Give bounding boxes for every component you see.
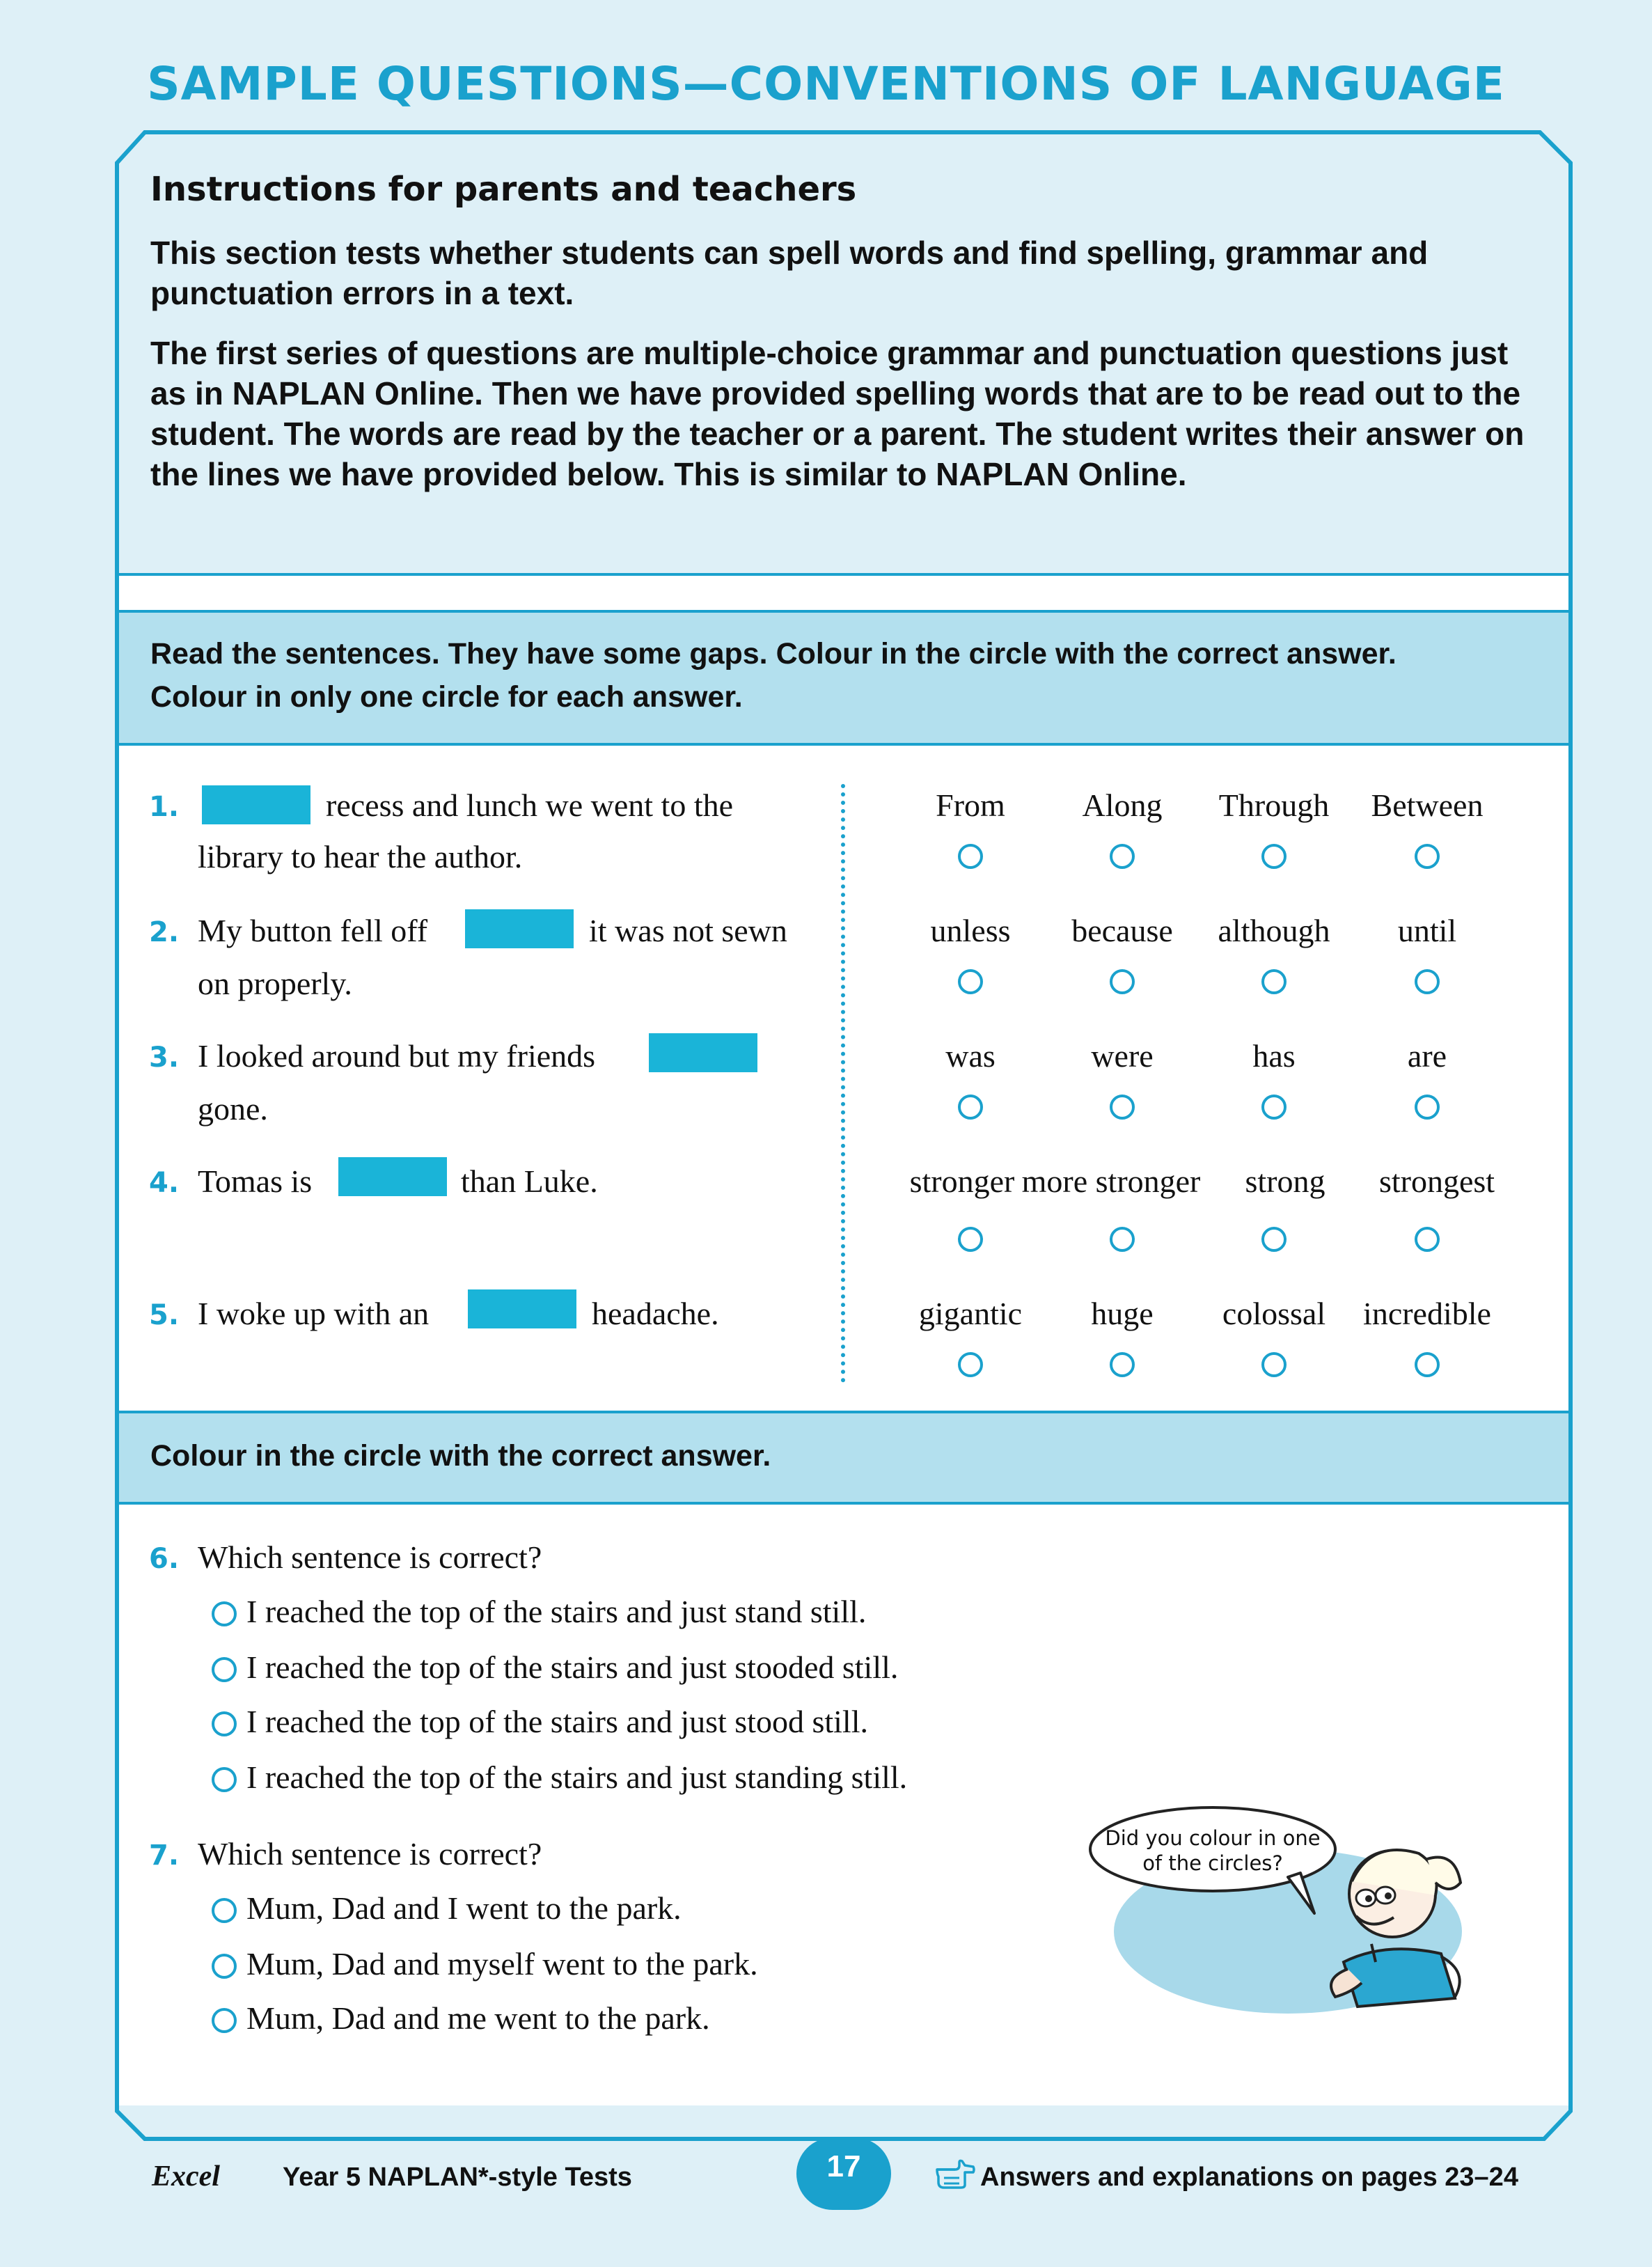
answer-circle[interactable] (1415, 1352, 1440, 1377)
choice-text: I reached the top of the stairs and just stooded still. (246, 1649, 899, 1685)
option-label: strong (1245, 1163, 1325, 1199)
question-number: 6. (149, 1543, 180, 1575)
page-number-badge: 17 (796, 2137, 891, 2210)
divider-line (118, 1502, 1568, 1505)
answer-circle[interactable] (1110, 844, 1135, 869)
answer-gap (338, 1157, 447, 1196)
choice-text: Mum, Dad and I went to the park. (246, 1890, 682, 1926)
speech-bubble-line-2: of the circles? (1142, 1851, 1283, 1875)
answer-circle[interactable] (212, 2008, 237, 2033)
option-label: more stronger (1021, 1163, 1201, 1199)
option-label: huge (1091, 1296, 1154, 1331)
option-label: because (1071, 913, 1173, 948)
divider-line (118, 573, 1568, 576)
question-number: 7. (149, 1840, 180, 1872)
option-label: was (945, 1038, 996, 1074)
option-label: incredible (1363, 1296, 1491, 1331)
answer-gap (468, 1289, 576, 1328)
answer-circle[interactable] (1110, 1095, 1135, 1120)
answer-gap (649, 1033, 757, 1072)
question-text-line-2: on properly. (198, 966, 352, 1001)
answer-circle[interactable] (1415, 969, 1440, 994)
question-text: I woke up with an (198, 1296, 430, 1331)
option-label: strongest (1378, 1163, 1495, 1199)
answer-circle[interactable] (1415, 1227, 1440, 1252)
speech-bubble-line-1: Did you colour in one (1105, 1826, 1321, 1850)
answer-circle[interactable] (958, 1227, 983, 1252)
answer-circle[interactable] (1110, 969, 1135, 994)
choice-text: Mum, Dad and myself went to the park. (246, 1946, 758, 1982)
question-prompt: Which sentence is correct? (198, 1539, 542, 1575)
answer-circle[interactable] (958, 1095, 983, 1120)
question-number: 5. (149, 1299, 180, 1331)
question-text: Tomas is (198, 1163, 313, 1199)
answer-circle[interactable] (958, 844, 983, 869)
answer-gap (202, 785, 310, 824)
option-label: although (1218, 913, 1330, 948)
answer-circle[interactable] (1110, 1352, 1135, 1377)
question-text: I looked around but my friends (198, 1038, 596, 1074)
instructions-paragraph-2: The first series of questions are multiple-choice grammar and punctuation questions just as in NAPLAN Online. Then we have provided spelling words that are to be read out to the student. The words are read by the teacher or a parent. The student writes their answer on the lines we have provided below. This is similar to NAPLAN Online. (150, 335, 1525, 492)
answer-circle[interactable] (212, 1767, 237, 1792)
footer-series: Year 5 NAPLAN*-style Tests (283, 2163, 632, 2192)
option-label: are (1407, 1038, 1447, 1074)
answer-circle[interactable] (1110, 1227, 1135, 1252)
footer-brand: Excel (152, 2160, 220, 2193)
option-label: Between (1371, 787, 1484, 823)
answer-circle[interactable] (212, 1601, 237, 1626)
option-label: until (1397, 913, 1457, 948)
option-label: were (1091, 1038, 1154, 1074)
question-text-line-2: library to hear the author. (198, 839, 523, 874)
instructions-heading: Instructions for parents and teachers (150, 170, 857, 209)
section1-instruction-line-2: Colour in only one circle for each answer. (150, 680, 743, 714)
question-text: My button fell off (198, 913, 428, 948)
option-label: colossal (1222, 1296, 1326, 1331)
question-number: 4. (149, 1167, 180, 1199)
answer-gap (465, 909, 574, 948)
answer-circle[interactable] (212, 1657, 237, 1682)
question-text: recess and lunch we went to the (326, 787, 734, 823)
question-text-line-2: gone. (198, 1091, 268, 1127)
option-label: unless (930, 913, 1011, 948)
choice-text: I reached the top of the stairs and just stand still. (246, 1594, 867, 1629)
option-label: Along (1082, 787, 1163, 823)
answer-circle[interactable] (1261, 1095, 1287, 1120)
answer-circle[interactable] (958, 1352, 983, 1377)
question-text: headache. (592, 1296, 719, 1331)
answer-circle[interactable] (1261, 1352, 1287, 1377)
question-text: it was not sewn (589, 913, 787, 948)
instructions-paragraph-1: This section tests whether students can spell words and find spelling, grammar and punctuation errors in a text. (150, 235, 1429, 311)
option-label: Through (1218, 787, 1330, 823)
section2-instruction: Colour in the circle with the correct answer. (150, 1439, 771, 1473)
answer-circle[interactable] (1261, 969, 1287, 994)
question-text: than Luke. (461, 1163, 598, 1199)
page-title: SAMPLE QUESTIONS—CONVENTIONS OF LANGUAGE (147, 57, 1505, 111)
mascot-illustration (1079, 1805, 1483, 2014)
choice-text: Mum, Dad and me went to the park. (246, 2000, 710, 2036)
option-label: From (936, 787, 1005, 823)
answer-circle[interactable] (212, 1711, 237, 1736)
option-label: has (1252, 1038, 1296, 1074)
answer-circle[interactable] (1415, 1095, 1440, 1120)
question-prompt: Which sentence is correct? (198, 1836, 542, 1872)
answer-circle[interactable] (212, 1898, 237, 1923)
answer-circle[interactable] (1261, 844, 1287, 869)
divider-line (118, 743, 1568, 746)
question-number: 3. (149, 1042, 180, 1074)
footer-answers-reference: Answers and explanations on pages 23–24 (980, 2163, 1518, 2192)
choice-text: I reached the top of the stairs and just stood still. (246, 1704, 868, 1739)
answer-circle[interactable] (212, 1954, 237, 1979)
choice-text: I reached the top of the stairs and just standing still. (246, 1759, 908, 1795)
option-label: gigantic (918, 1296, 1023, 1331)
option-label: stronger (909, 1163, 1015, 1199)
question-number: 2. (149, 916, 180, 948)
answer-circle[interactable] (1261, 1227, 1287, 1252)
question-number: 1. (149, 791, 180, 823)
dotted-divider (841, 784, 845, 1383)
divider-line (118, 1411, 1568, 1413)
divider-line (118, 610, 1568, 613)
instructions-gap (118, 575, 1568, 611)
answer-circle[interactable] (1415, 844, 1440, 869)
section1-instruction-line-1: Read the sentences. They have some gaps. Colour in the circle with the correct answer. (150, 637, 1397, 670)
answer-circle[interactable] (958, 969, 983, 994)
pointing-hand-icon (934, 2157, 976, 2189)
